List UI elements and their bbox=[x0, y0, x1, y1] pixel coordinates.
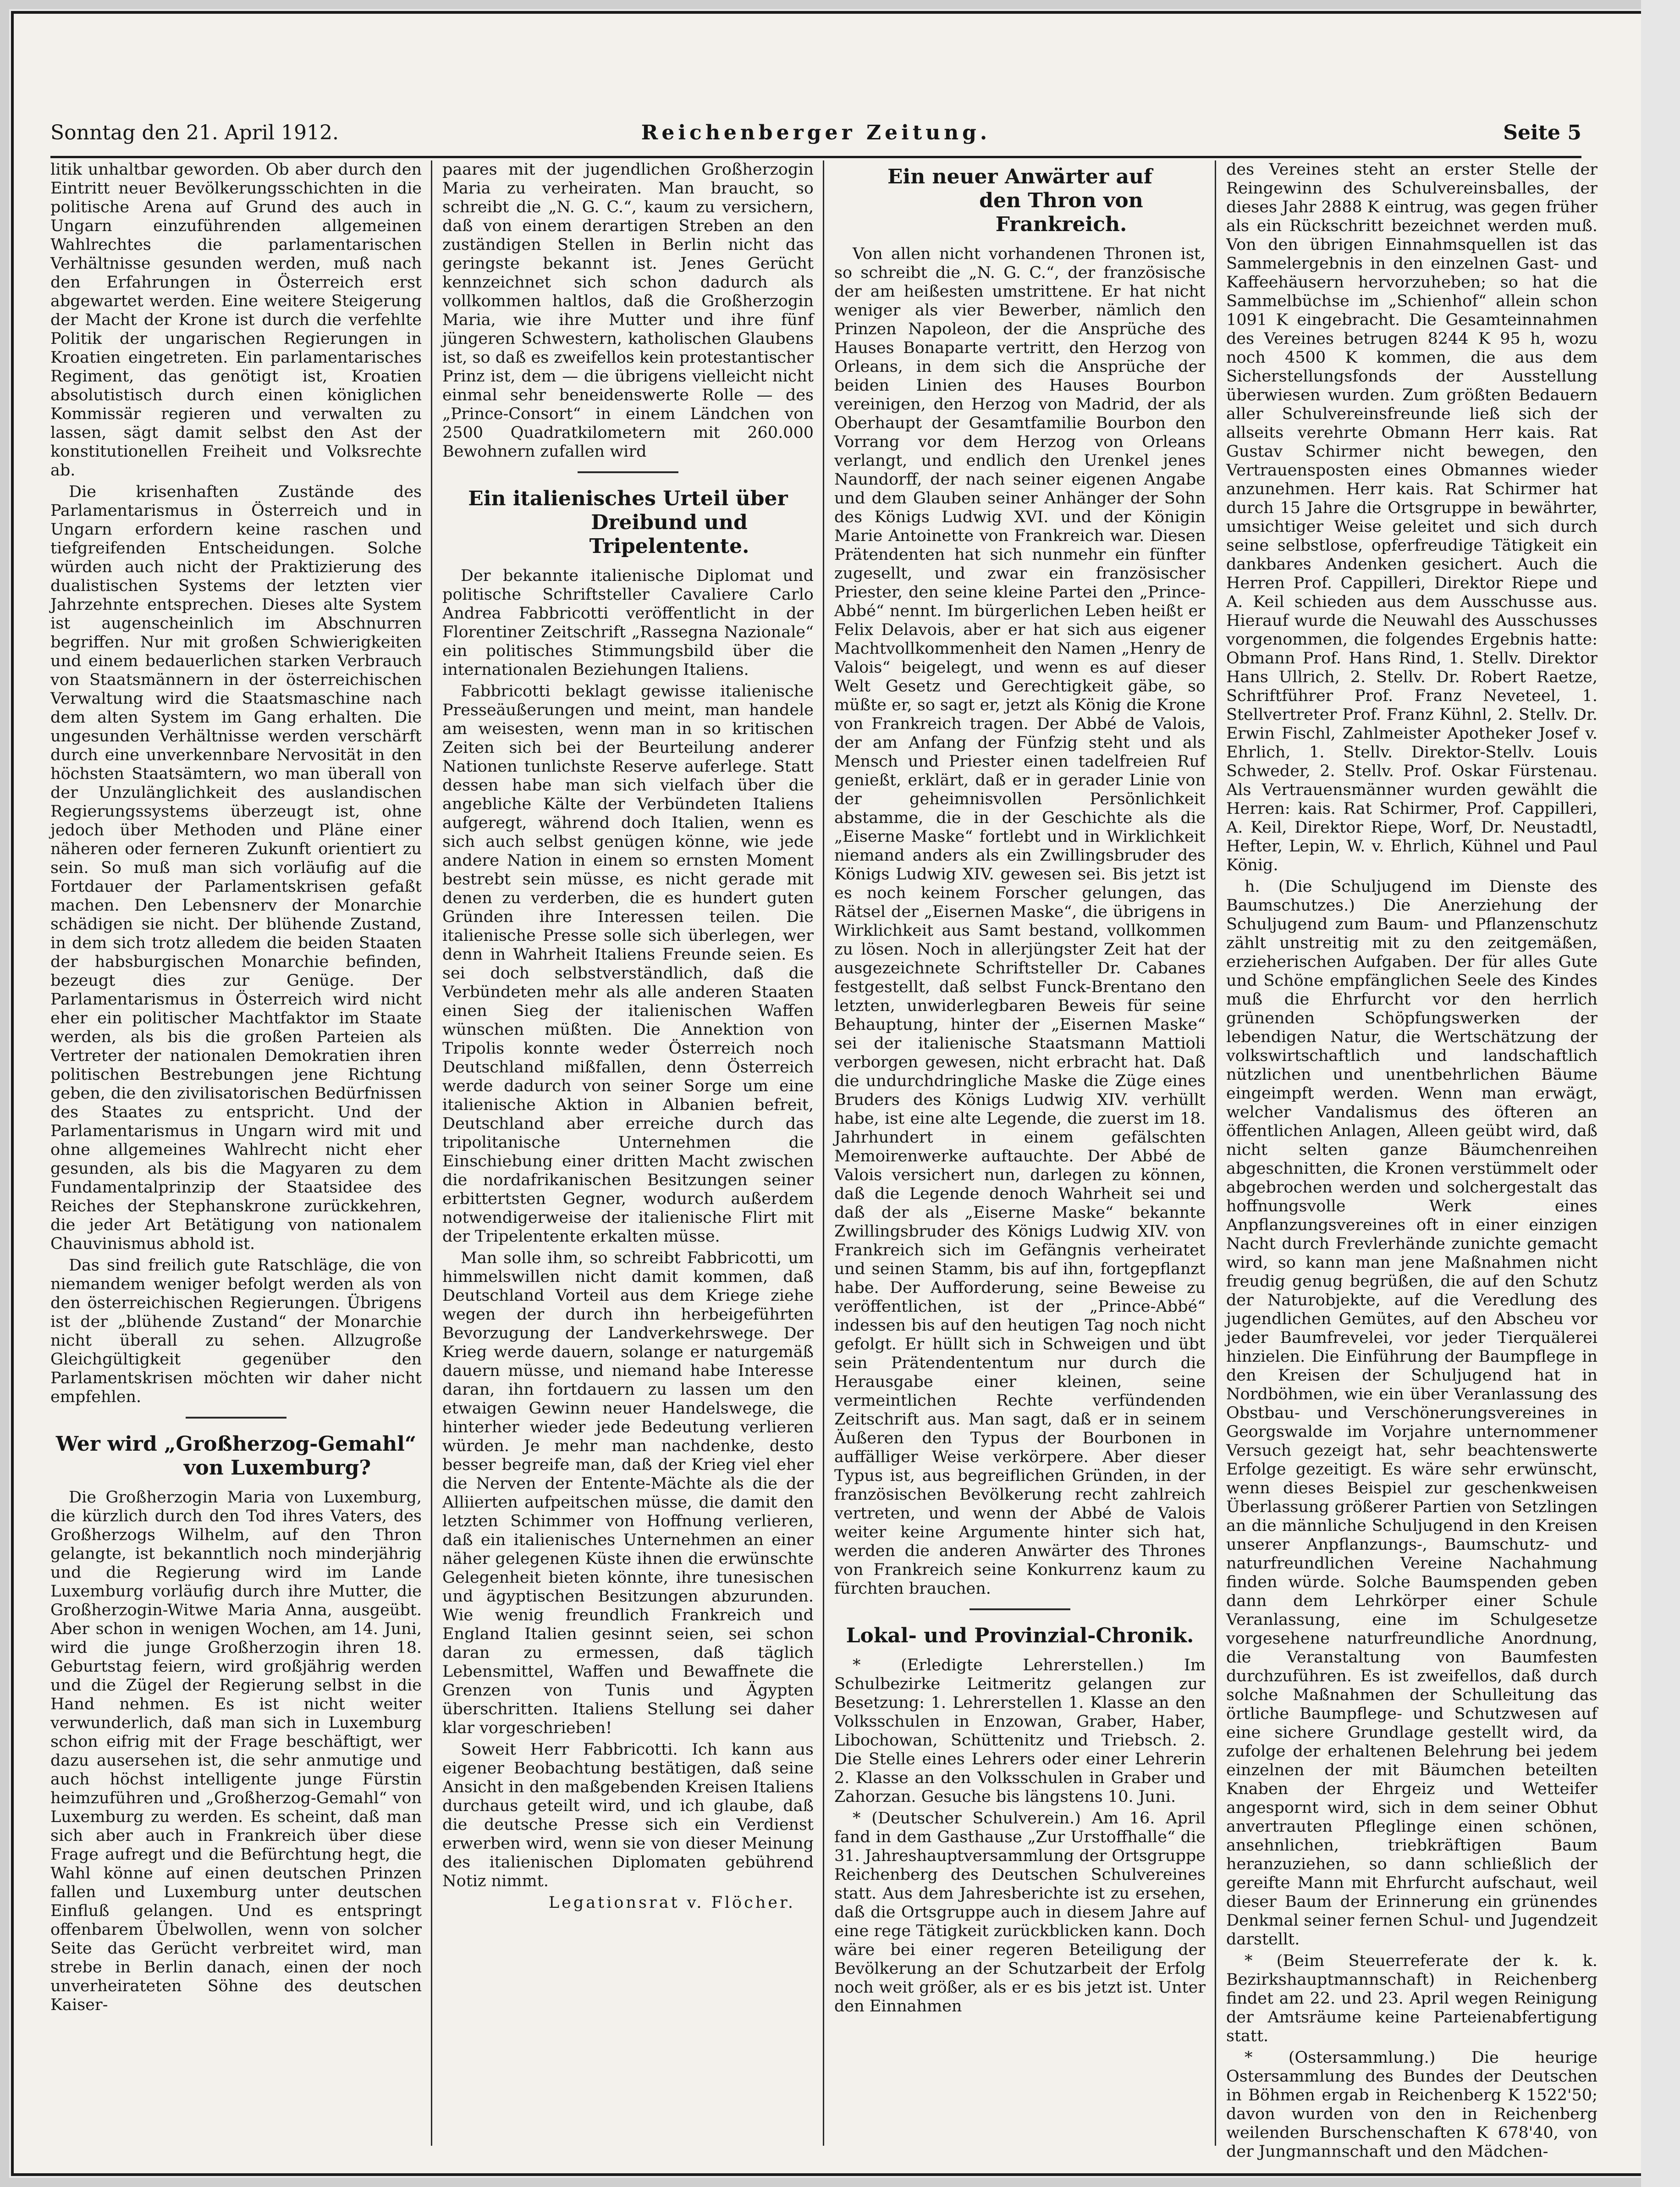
paragraph: Das sind freilich gute Ratschläge, die von niemandem weniger befolgt werden als von den österreichischen Regierungen. Übrigens ist der „blühende Zustand“ der Monarchie nicht überall zu sehen. Allzugroße Gleichgültigkeit gegenüber den Parlamentskrisen möchten wir daher nicht empfehlen. bbox=[50, 1256, 422, 1406]
paragraph: h. (Die Schuljugend im Dienste des Baumschutzes.) Die Anerziehung der Schuljugend zum Baum- und Pflanzenschutz zählt unstreitig mit zu den zeitgemäßen, erzieherischen Aufgaben. Der für alles Gute und Schöne empfänglichen Seele des Kindes muß die Ehrfurcht vor den herrlich grünenden Schöpfungswerken der lebendigen Natur, die Wertschätzung der volkswirtschaftlich und landschaftlich nützlichen und unentbehrlichen Bäume eingeimpft werden. Wenn man erwägt, welcher Vandalismus des öfteren an öffentlichen Anlagen, Alleen geübt wird, daß nicht selten ganze Bäumchenreihen abgeschnitten, die Kronen verstümmelt oder abgebrochen werden und solchergestalt das hoffnungsvolle Werk eines Anpflanzungsvereines oft in einer einzigen Nacht durch Frevlerhände zunichte gemacht wird, so kann man jene Maßnahmen nicht freudig genug begrüßen, die auf den Schutz der Naturobjekte, auf die Veredlung des jugendlichen Gemütes, auf den Abscheu vor jeder Baumfrevelei, vor jeder Tierquälerei hinzielen. Die Einführung der Baumpflege in den Kreisen der Schuljugend hat in Nordböhmen, wie ein über Veranlassung des Obstbau- und Verschönerungsvereines in Georgswalde im Vorjahre unternommener Versuch gezeigt hat, sehr beachtenswerte Erfolge gezeitigt. Es wäre sehr erwünscht, wenn dieses Beispiel zur geschenkweisen Überlassung größerer Partien von Setzlingen an die männliche Schuljugend in den Kreisen unserer Anpflanzungs-, Baumschutz- und naturfreundlichen Vereine Nachahmung finden würde. Solche Baumspenden geben dann dem Lehrkörper einer Schule Veranlassung, eine im Schulgesetze vorgesehene naturfreundliche Anordnung, die Veranstaltung von Baumfesten durchzuführen. Es ist zweifellos, daß durch solche Maßnahmen der Schulleitung das örtliche Baumpflege- und Schutzwesen auf eine sichere Grundlage gestellt wird, da zufolge der erhaltenen Belehrung bei jedem einzelnen der mit Bäumchen beteilten Knaben der Ehrgeiz und Wetteifer angespornt wird, sich in dem seiner Obhut anvertrauten Pfleglinge einen schönen, ansehnlichen, triebkräftigen Baum heranzuziehen, so dann schließlich der gereifte Mann mit Ehrfurcht aufschaut, weil dieser Baum der Erinnerung ein grünendes Denkmal seiner fernen Schul- und Jugendzeit darstellt. bbox=[1226, 878, 1597, 1949]
heading-line: Ein neuer Anwärter auf bbox=[887, 165, 1152, 188]
heading-line: Dreibund und Tripelentente. bbox=[589, 511, 749, 558]
paragraph: * (Erledigte Lehrerstellen.) Im Schulbezirke Leitmeritz gelangen zur Besetzung: 1. Lehrerstellen 1. Klasse an den Volksschulen in Enzowan, Graber, Haber, Libochowan, Schüttenitz und Triebsch. 2. Die Stelle eines Lehrers oder einer Lehrerin 2. Klasse an den Volksschulen in Graber und Zahorzan. Gesuche bis längstens 10. Juni. bbox=[834, 1656, 1206, 1806]
paragraph: Von allen nicht vorhandenen Thronen ist, so schreibt die „N. G. C.“, der französische der am heißesten umstrittene. Er hat nicht weniger als vier Bewerber, nämlich den Prinzen Napoleon, der die Ansprüche des Hauses Bonaparte vertritt, den Herzog von Orleans, in dem sich die Ansprüche der beiden Linien des Hauses Bourbon vereinigen, den Herzog von Madrid, der als Oberhaupt der Gesamtfamilie Bourbon den Vorrang vor dem Herzog von Orleans verlangt, und endlich den Urenkel jenes Naundorff, der nach seiner eigenen Angabe und dem Glauben seiner Anhänger der Sohn des Königs Ludwig XVI. und der Königin Marie Antoinette von Frankreich war. Diesen Prätendenten hat sich nunmehr ein fünfter zugesellt, und zwar ein französischer Priester, den seine kleine Partei den „Prince-Abbé“ nennt. Im bürgerlichen Leben heißt er Felix Delavois, aber er hat sich aus eigener Machtvollkommenheit den Namen „Henry de Valois“ beigelegt, und wenn es auf dieser Welt Gesetz und Gerechtigkeit gäbe, so müßte er, so sagt er, jetzt als König die Krone von Frankreich tragen. Der Abbé de Valois, der am Anfang der Fünfzig steht und als Mensch und Priester einen tadelfreien Ruf genießt, erklärt, daß er in gerader Linie von der geheimnisvollen Persönlichkeit abstamme, die in der Geschichte als die „Eiserne Maske“ fortlebt und in Wirklichkeit niemand anders als ein Zwillingsbruder des Königs Ludwig XIV. gewesen sei. Bis jetzt ist es noch keinem Forscher gelungen, das Rätsel der „Eisernen Maske“, die übrigens in Wirklichkeit aus Samt bestand, vollkommen zu lösen. Noch in allerjüngster Zeit hat der ausgezeichnete Schriftsteller Dr. Cabanes festgestellt, daß selbst Funck-Brentano den letzten, unwiderlegbaren Beweis für seine Behauptung, hinter der „Eisernen Maske“ sei der italienische Staatsmann Mattioli verborgen gewesen, nicht erbracht hat. Daß die undurchdringliche Maske die Züge eines Bruders des Königs Ludwig XIV. verhüllt habe, ist eine alte Legende, die zuerst im 18. Jahrhundert in einem gefälschten Memoirenwerke auftauchte. Der Abbé de Valois versichert nun, darlegen zu können, daß die Legende denoch Wahrheit sei und daß der als „Eiserne Maske“ bekannte Zwillingsbruder des Königs Ludwig XIV. von Frankreich sich im Gefängnis verheiratet und seinen Stamm, bis auf ihn, fortgepflanzt habe. Der Aufforderung, seine Beweise zu veröffentlichen, ist der „Prince-Abbé“ indessen bis auf den heutigen Tag noch nicht gefolgt. Er hüllt sich in Schweigen und übt sein Prätendententum nur durch die Herausgabe einer kleinen, seine vermeintlichen Rechte verfündenden Zeitschrift aus. Man sagt, daß er in seinem Äußeren den Typus der Bourbonen in auffälliger Weise verkörpere. Aber dieser Typus ist, aus begreiflichen Gründen, in der französischen Bevölkerung recht zahlreich vertreten, und wenn der Abbé de Valois weiter keine Argumente hinter sich hat, werden die anderen Anwärter des Thrones von Frankreich seine Konkurrenz kaum zu fürchten brauchen. bbox=[834, 245, 1206, 1598]
column-divider bbox=[431, 160, 432, 2146]
paragraph: * (Ostersammlung.) Die heurige Ostersammlung des Bundes der Deutschen in Böhmen ergab in Reichenberg K 1522'50; davon wurden von den in Reichenberg weilenden Burschenschaften K 678'40, von der Jungmannschaft und den Mädchen- bbox=[1226, 2049, 1597, 2161]
newspaper-page bbox=[14, 14, 1655, 2173]
heading-line: den Thron von Frankreich. bbox=[979, 189, 1143, 236]
page-header bbox=[50, 119, 1581, 158]
paragraph: des Vereines steht an erster Stelle der Reingewinn des Schulvereinsballes, der dieses Jahr 2888 K eintrug, was gegen früher als ein Rückschritt bezeichnet werden muß. Von den übrigen Einnahmsquellen ist das Sammelergebnis in den einzelnen Gast- und Kaffeehäusern hervorzuheben; so hat die Sammelbüchse im „Schienhof“ allein schon 1091 K eingebracht. Die Gesamteinnahmen des Vereines betrugen 8244 K 95 h, wozu noch 4500 K kommen, die aus dem Sicherstellungsfonds der Ausstellung überwiesen wurden. Zum größten Bedauern aller Schulvereinsfreunde ließ sich der allseits verehrte Obmann Herr kais. Rat Gustav Schirmer nicht bewegen, den Vertrauensposten eines Obmannes wieder anzunehmen. Herr kais. Rat Schirmer hat durch 15 Jahre die Ortsgruppe in bewährter, umsichtiger Weise geleitet und sich durch seine selbstlose, opferfreudige Tätigkeit ein dankbares Andenken gesichert. Auch die Herren Prof. Cappilleri, Direktor Riepe und A. Keil schieden aus dem Ausschusse aus. Hierauf wurde die Neuwahl des Ausschusses vorgenommen, die folgendes Ergebnis hatte: Obmann Prof. Hans Rind, 1. Stellv. Direktor Hans Ullrich, 2. Stellv. Dr. Robert Raetze, Schriftführer Prof. Franz Neveteel, 1. Stellvertreter Prof. Franz Kühnl, 2. Stellv. Dr. Erwin Fischl, Zahlmeister Apotheker Josef v. Ehrlich, 1. Stellv. Direktor-Stellv. Louis Schweder, 2. Stellv. Prof. Oskar Fürstenau. Als Vertrauensmänner wurden gewählt die Herren: kais. Rat Schirmer, Prof. Cappilleri, A. Keil, Direktor Riepe, Worf, Dr. Neustadtl, Hefter, Lepin, W. v. Ehrlich, Kühnel und Paul König. bbox=[1226, 160, 1597, 874]
heading-line: Wer wird „Großherzog-Gemahl“ bbox=[55, 1432, 417, 1456]
column-2 bbox=[442, 160, 814, 2141]
section-rule bbox=[186, 1417, 286, 1419]
section-heading: Lokal- und Provinzial-Chronik. bbox=[846, 1624, 1194, 1647]
page-margin-strip bbox=[1641, 0, 1680, 2187]
paragraph: Die krisenhaften Zustände des Parlamentarismus in Österreich und in Ungarn erfordern keine raschen und tiefgreifenden Entscheidungen. Solche würden auch nicht der Praktizierung des dualistischen Systems der letzten vier Jahrzehnte entsprechen. Dieses alte System ist augenscheinlich im Abschnurren begriffen. Nur mit großen Schwierigkeiten und einem bedauerlichen starken Verbrauch von Staatsmännern in der österreichischen Verwaltung wird die Staatsmaschine nach dem alten System im Gang erhalten. Die ungesunden Verhältnisse werden verschärft durch eine unverkennbare Nervosität in den höchsten Staatsämtern, wo man überall von der Unzulänglichkeit des auslandischen Regierungssystems überzeugt ist, ohne jedoch über Methoden und Pläne einer näheren oder ferneren Zukunft orientiert zu sein. So muß man sich vorläufig auf die Fortdauer der Parlamentskrisen gefaßt machen. Den Lebensnerv der Monarchie schädigen sie nicht. Der blühende Zustand, in dem sich trotz alledem die beiden Staaten der habsburgischen Monarchie befinden, bezeugt dies zur Genüge. Der Parlamentarismus in Österreich wird nicht eher ein politischer Machtfaktor im Staate werden, als bis die großen Parteien als Vertreter der nationalen Demokratien ihren politischen Bestrebungen jene Richtung geben, die den zivilisatorischen Bedürfnissen des Staates zu entspricht. Und der Parlamentarismus in Ungarn wird mit und ohne allgemeines Wahlrecht nicht eher gesunden, als bis die Magyaren zu dem Fundamentalprinzip der Staatsidee des Reiches der Stephanskrone zurückkehren, die jeder Art Betätigung von nationalem Chauvinismus abhold ist. bbox=[50, 483, 422, 1253]
page-number: Seite 5 bbox=[1503, 121, 1581, 144]
paragraph: * (Deutscher Schulverein.) Am 16. April fand in dem Gasthause „Zur Urstoffhalle“ die 31. Jahreshauptversammlung der Ortsgruppe Reichenberg des Deutschen Schulvereines statt. Aus dem Jahresberichte ist zu ersehen, daß die Ortsgruppe auch in diesem Jahre auf eine rege Tätigkeit zurückblicken kann. Doch wäre bei einer regeren Beteiligung der Bevölkerung an der Schutzarbeit der Erfolg noch weit größer, als er es bis jetzt ist. Unter den Einnahmen bbox=[834, 1809, 1206, 2016]
article-heading bbox=[834, 165, 1206, 237]
column-4 bbox=[1226, 160, 1597, 2161]
header-date: Sonntag den 21. April 1912. bbox=[50, 121, 339, 144]
section-rule bbox=[578, 471, 678, 473]
paragraph: Die Großherzogin Maria von Luxemburg, die kürzlich durch den Tod ihres Vaters, des Großherzogs Wilhelm, auf den Thron gelangte, ist bekanntlich noch minderjährig und die Regierung wird im Lande Luxemburg vorläufig durch ihre Mutter, die Großherzogin-Witwe Maria Anna, ausgeübt. Aber schon in wenigen Wochen, am 14. Juni, wird die junge Großherzogin ihren 18. Geburtstag feiern, wird großjährig werden und die Zügel der Regierung selbst in die Hand nehmen. Es ist nicht weiter verwunderlich, daß man sich in Luxemburg schon eifrig mit der Frage beschäftigt, wer dazu ausersehen ist, die sehr anmutige und auch höchst intelligente junge Fürstin heimzuführen und „Großherzog-Gemahl“ von Luxemburg zu werden. Es scheint, daß man sich aber auch in Frankreich über diese Frage aufregt und die Befürchtung hegt, die Wahl könne auf einen deutschen Prinzen fallen und Luxemburg unter deutschen Einfluß gelangen. Und es entspringt offenbarem Übelwollen, wenn von solcher Seite das Gerücht verbreitet wird, man strebe in Berlin danach, einen der noch unverheirateten Söhne des deutschen Kaiser- bbox=[50, 1488, 422, 2014]
paragraph: * (Beim Steuerreferate der k. k. Bezirkshauptmannschaft) in Reichenberg findet am 22. und 23. April wegen Reinigung der Amtsräume keine Parteienabfertigung statt. bbox=[1226, 1952, 1597, 2045]
column-divider bbox=[823, 160, 824, 2146]
author-signature: Legationsrat v. Flöcher. bbox=[548, 1894, 795, 1912]
column-3 bbox=[834, 160, 1206, 2141]
column-1 bbox=[50, 160, 422, 2141]
paragraph: Man solle ihm, so schreibt Fabbricotti, um himmelswillen nicht damit kommen, daß Deutschland Vorteil aus dem Kriege ziehe wegen der durch ihn herbeigeführten Bevorzugung der Landverkehrswege. Der Krieg werde dauern, solange er naturgemäß dauern müsse, und niemand habe Interesse daran, ihn fortdauern zu lassen um den etwaigen Gewinn neuer Handelswege, die hinterher wieder jede Bedeutung verlieren würden. Je mehr man nachdenke, desto besser begreife man, daß der Krieg viel eher die Nerven der Entente-Mächte als die der Alliierten aufpeitschen müsse, die damit den letzten Schimmer von Hoffnung verlieren, daß ein italienisches Unternehmen an einer näher gelegenen Küste ihnen die erwünschte Gelegenheit bieten könnte, ihre tunesischen und ägyptischen Besitzungen abzurunden. Wie wenig freundlich Frankreich und England Italien gesinnt seien, sei schon daran zu ermessen, daß täglich Lebensmittel, Waffen und Bewaffnete die Grenzen von Tunis und Ägypten überschritten. Italiens Stellung sei daher klar vorgeschrieben! bbox=[442, 1249, 814, 1737]
heading-line: von Luxemburg? bbox=[183, 1456, 371, 1480]
paragraph: litik unhaltbar geworden. Ob aber durch den Eintritt neuer Bevölkerungsschichten in die politische Arena auf Grund des auch in Ungarn einzuführenden allgemeinen Wahlrechtes die parlamentarischen Verhältnisse gesunden werden, muß nach den Erfahrungen in Österreich erst abgewartet werden. Eine weitere Steigerung der Macht der Krone ist durch die verfehlte Politik der ungarischen Regierungen in Kroatien eingetreten. Ein parlamentarisches Regiment, das genötigt ist, Kroatien absolutistisch durch einen königlichen Kommissär regieren und verwalten zu lassen, sägt damit selbst den Ast der konstitutionellen Freiheit und Volksrechte ab. bbox=[50, 160, 422, 480]
article-heading bbox=[442, 487, 814, 558]
paragraph: Soweit Herr Fabbricotti. Ich kann aus eigener Beobachtung bestätigen, daß seine Ansicht in den maßgebenden Kreisen Italiens durchaus geteilt wird, und ich glaube, daß die deutsche Presse sich ein Verdienst erwerben wird, wenn sie von dieser Meinung des italienischen Diplomaten gebührend Notiz nimmt. bbox=[442, 1740, 814, 1890]
article-heading bbox=[50, 1432, 422, 1480]
paragraph: Der bekannte italienische Diplomat und politische Schriftsteller Cavaliere Carlo Andrea Fabbricotti veröffentlicht in der Florentiner Zeitschrift „Rassegna Nazionale“ ein politisches Stimmungsbild über die internationalen Beziehungen Italiens. bbox=[442, 567, 814, 679]
section-rule bbox=[969, 1608, 1070, 1610]
newspaper-title: Reichenberger Zeitung. bbox=[641, 121, 991, 144]
heading-line: Ein italienisches Urteil über bbox=[468, 487, 788, 510]
paragraph: paares mit der jugendlichen Großherzogin Maria zu verheiraten. Man braucht, so schreibt die „N. G. C.“, kaum zu versichern, daß von einem derartigen Streben an den zuständigen Stellen in Berlin nicht das geringste bekannt ist. Jenes Gerücht kennzeichnet sich schon dadurch als vollkommen haltlos, daß die Großherzogin Maria, wie ihre Mutter und ihre fünf jüngeren Schwestern, katholischen Glaubens ist, so daß es zweifellos kein protestantischer Prinz ist, dem — die übrigens vielleicht nicht einmal sehr beneidenswerte Rolle — des „Prince-Consort“ in einem Ländchen von 2500 Quadratkilometern mit 260.000 Bewohnern zufallen wird bbox=[442, 160, 814, 461]
column-divider bbox=[1215, 160, 1216, 2146]
paragraph: Fabbricotti beklagt gewisse italienische Presseäußerungen und meint, man handele am weisesten, wenn man in so kritischen Zeiten sich bei der Beurteilung anderer Nationen tunlichste Reserve auferlege. Statt dessen habe man sich vielfach über die angebliche Kälte der Verbündeten Italiens aufgeregt, während doch Italien, wenn es sich auch selbst genügen könne, wie jede andere Nation in einem so ernsten Moment bestrebt sein müsse, es nicht gerade mit denen zu verderben, die es hundert guten Gründen ihre Interessen teilen. Die italienische Presse solle sich überlegen, wer denn in Wahrheit Italiens Freunde seien. Es sei doch selbstverständlich, daß die Verbündeten mehr als alle anderen Staaten einen Sieg der italienischen Waffen wünschen müßten. Die Annektion von Tripolis konnte weder Österreich noch Deutschland mißfallen, denn Österreich werde dadurch von seiner Sorge um eine italienische Aktion in Albanien befreit, Deutschland aber erreiche durch das tripolitanische Unternehmen die Einschiebung einer dritten Macht zwischen die nordafrikanischen Besitzungen seiner erbittertsten Gegner, wodurch außerdem notwendigerweise der italienische Flirt mit der Tripelentente erkalten müsse. bbox=[442, 682, 814, 1246]
